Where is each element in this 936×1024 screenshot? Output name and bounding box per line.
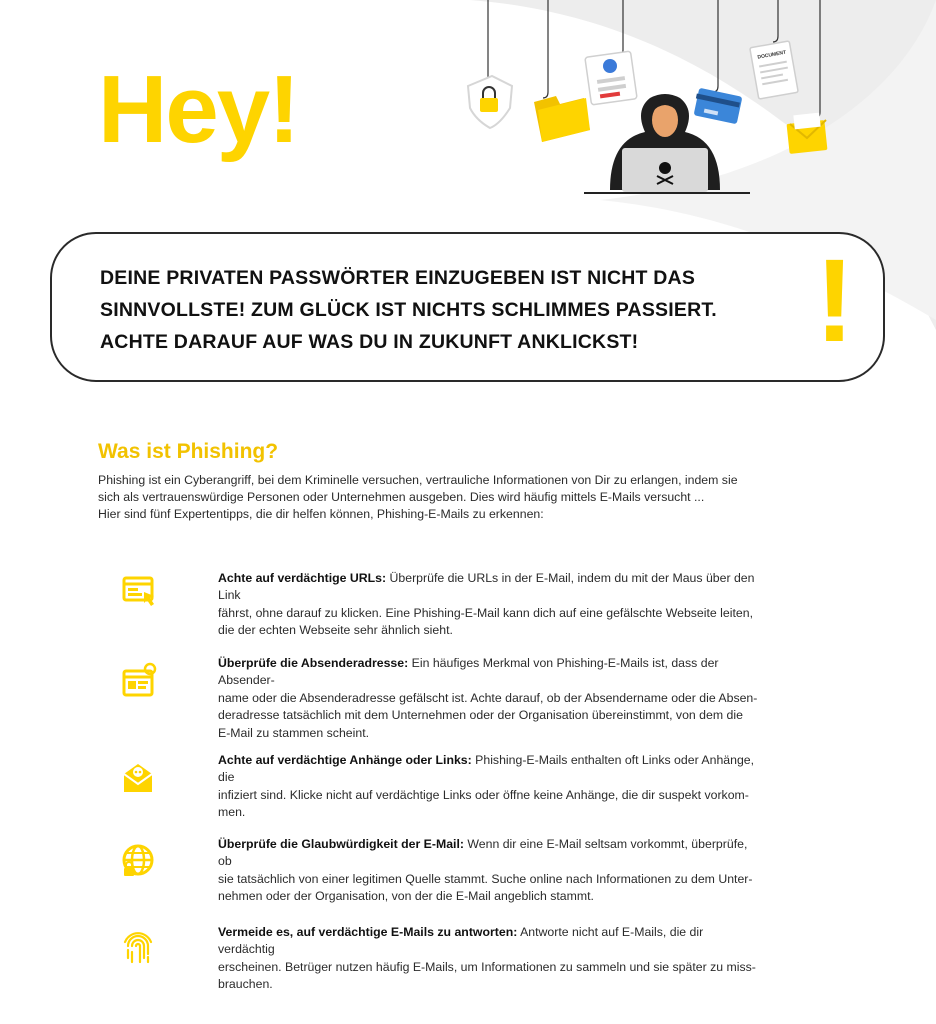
url-browser-icon xyxy=(110,570,162,622)
tip-line: fährst, ohne darauf zu klicken. Eine Phishing-E-Mail kann dich auf eine gefälschte Webseite leiten, xyxy=(218,605,753,620)
intro-line: Hier sind fünf Expertentipps, die dir helfen können, Phishing-E-Mails zu erkennen: xyxy=(98,507,544,521)
tip-line: men. xyxy=(218,805,246,820)
tip-title: Achte auf verdächtige URLs: xyxy=(218,571,387,585)
tip-line: Phishing-E-Mails enthalten oft Links oder Anhänge, die xyxy=(218,753,755,785)
folder-icon xyxy=(534,96,590,142)
globe-lock-icon xyxy=(110,836,162,888)
tip-line: Wenn dir eine E-Mail seltsam vorkommt, überprüfe, ob xyxy=(218,837,748,869)
warning-line: DEINE PRIVATEN PASSWÖRTER EINZUGEBEN IST NICHT DAS xyxy=(100,267,696,289)
intro-line: Phishing ist ein Cyberangriff, bei dem Kriminelle versuchen, vertrauliche Informationen von Dir zu erlangen, indem sie xyxy=(98,473,738,487)
tip-line: erscheinen. Betrüger nutzen häufig E-Mails, um Informationen zu sammeln und sie später zu miss- xyxy=(218,959,756,974)
document-icon xyxy=(750,41,798,99)
tip-line: brauchen. xyxy=(218,977,273,992)
exclamation-mark: ! xyxy=(815,235,855,367)
tip-line: sie tatsächlich von einer legitimen Quelle stammt. Suche online nach Informationen zu dem Unter- xyxy=(218,871,753,886)
tip-title: Achte auf verdächtige Anhänge oder Links: xyxy=(218,753,472,767)
tip-line: deradresse tatsächlich mit dem Unternehmen oder der Organisation übereinstimmt, von dem die xyxy=(218,708,743,723)
tip-text xyxy=(218,924,758,994)
svg-text:DOCUMENT: DOCUMENT xyxy=(757,49,787,61)
warning-line: ACHTE DARAUF AUF WAS DU IN ZUKUNFT ANKLICKST! xyxy=(100,331,639,353)
tip-title: Überprüfe die Absenderadresse: xyxy=(218,656,409,670)
tip-text xyxy=(218,752,758,822)
tip-title: Überprüfe die Glaubwürdigkeit der E-Mail: xyxy=(218,837,464,851)
tip-line: nehmen oder der Organisation, von der die E-Mail angeblich stammt. xyxy=(218,889,594,904)
tip-text xyxy=(218,570,758,640)
shield-lock-icon xyxy=(468,76,512,128)
warning-text xyxy=(100,262,790,358)
login-form-icon xyxy=(585,51,637,105)
tip-text xyxy=(218,655,758,742)
warning-line: SINNVOLLSTE! ZUM GLÜCK IST NICHTS SCHLIMMES PASSIERT. xyxy=(100,299,717,321)
tip-text xyxy=(218,836,758,906)
hacker-illustration xyxy=(460,0,880,200)
warning-notice xyxy=(50,232,885,382)
skull-envelope-icon xyxy=(110,752,162,804)
tip-line: Antworte nicht auf E-Mails, die dir verdächtig xyxy=(218,925,704,957)
fingerprint-icon xyxy=(110,924,162,976)
credit-card-icon xyxy=(694,88,743,125)
tip-line: Ein häufiges Merkmal von Phishing-E-Mails ist, dass der Absender- xyxy=(218,656,719,688)
tip-line: Überprüfe die URLs in der E-Mail, indem du mit der Maus über den Link xyxy=(218,571,755,603)
tip-line: name oder die Absenderadresse gefälscht ist. Achte darauf, ob der Absendername oder die Absen- xyxy=(218,690,758,705)
sender-address-icon xyxy=(110,655,162,707)
headline: Hey! xyxy=(98,56,299,163)
envelope-icon xyxy=(787,113,828,154)
tip-line: die der echten Webseite sehr ähnlich sieht. xyxy=(218,623,453,638)
tip-line: infiziert sind. Klicke nicht auf verdächtige Links oder öffne keine Anhänge, die dir suspekt vorkom- xyxy=(218,787,749,802)
tip-line: E-Mail zu stammen scheint. xyxy=(218,725,370,740)
intro-line: sich als vertrauenswürdige Personen oder Unternehmen ausgeben. Dies wird häufig mittels E-Mails versucht ... xyxy=(98,490,705,504)
intro-paragraph xyxy=(98,472,788,523)
section-title: Was ist Phishing? xyxy=(98,440,279,463)
tip-title: Vermeide es, auf verdächtige E-Mails zu antworten: xyxy=(218,925,518,939)
